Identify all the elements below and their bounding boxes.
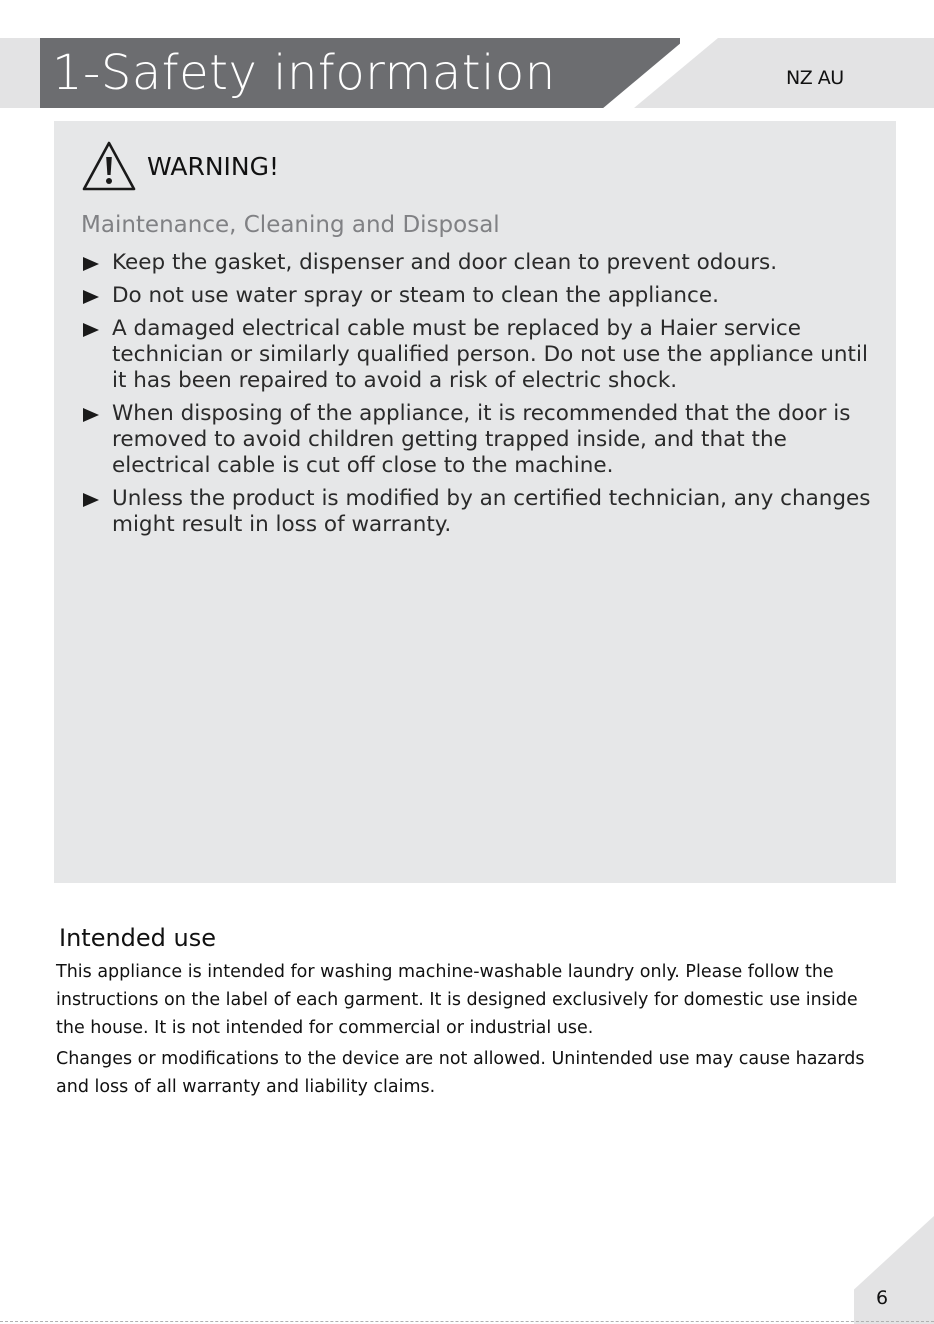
region-label: NZ AU bbox=[786, 67, 844, 89]
bullet-arrow-icon bbox=[83, 290, 99, 304]
warning-triangle-icon bbox=[81, 140, 137, 192]
bullet-arrow-icon bbox=[83, 493, 99, 507]
list-item bbox=[81, 401, 881, 479]
list-item bbox=[81, 486, 881, 538]
list-item-text: Keep the gasket, dispenser and door clean to prevent odours. bbox=[112, 250, 778, 275]
intended-use-paragraph: Changes or modifications to the device are not allowed. Unintended use may cause hazards and loss of all warranty and liability claims. bbox=[56, 1049, 865, 1097]
header-left-tab bbox=[0, 38, 40, 108]
bottom-divider bbox=[0, 1321, 934, 1322]
list-item bbox=[81, 250, 881, 276]
warning-title: WARNING! bbox=[147, 152, 279, 181]
bullet-arrow-icon bbox=[83, 408, 99, 422]
list-item-text: Do not use water spray or steam to clean the appliance. bbox=[112, 283, 719, 308]
list-item-text: When disposing of the appliance, it is recommended that the door is removed to avoid children getting trapped inside, and that the electrical cable is cut off close to the machine. bbox=[112, 401, 851, 478]
section-subtitle: Maintenance, Cleaning and Disposal bbox=[81, 212, 500, 238]
list-item-text: A damaged electrical cable must be replaced by a Haier service technician or similarly qualified person. Do not use the appliance until it has been repaired to avoid a risk of electric shock. bbox=[112, 316, 868, 393]
page-number: 6 bbox=[876, 1287, 889, 1309]
intended-use-heading: Intended use bbox=[59, 924, 217, 952]
intended-use-paragraph: This appliance is intended for washing machine-washable laundry only. Please follow the instructions on the label of each garment. It is designed exclusively for domestic use inside the house. It is not intended for commercial or industrial use. bbox=[56, 962, 858, 1038]
region-tab bbox=[634, 38, 934, 108]
bullet-arrow-icon bbox=[83, 257, 99, 271]
warning-bullet-list bbox=[81, 250, 881, 545]
list-item bbox=[81, 316, 881, 394]
page-corner-tab bbox=[854, 1216, 934, 1324]
list-item bbox=[81, 283, 881, 309]
page-title: 1-Safety information bbox=[52, 45, 556, 101]
list-item-text: Unless the product is modified by an certified technician, any changes might result in loss of warranty. bbox=[112, 486, 871, 537]
bullet-arrow-icon bbox=[83, 323, 99, 337]
